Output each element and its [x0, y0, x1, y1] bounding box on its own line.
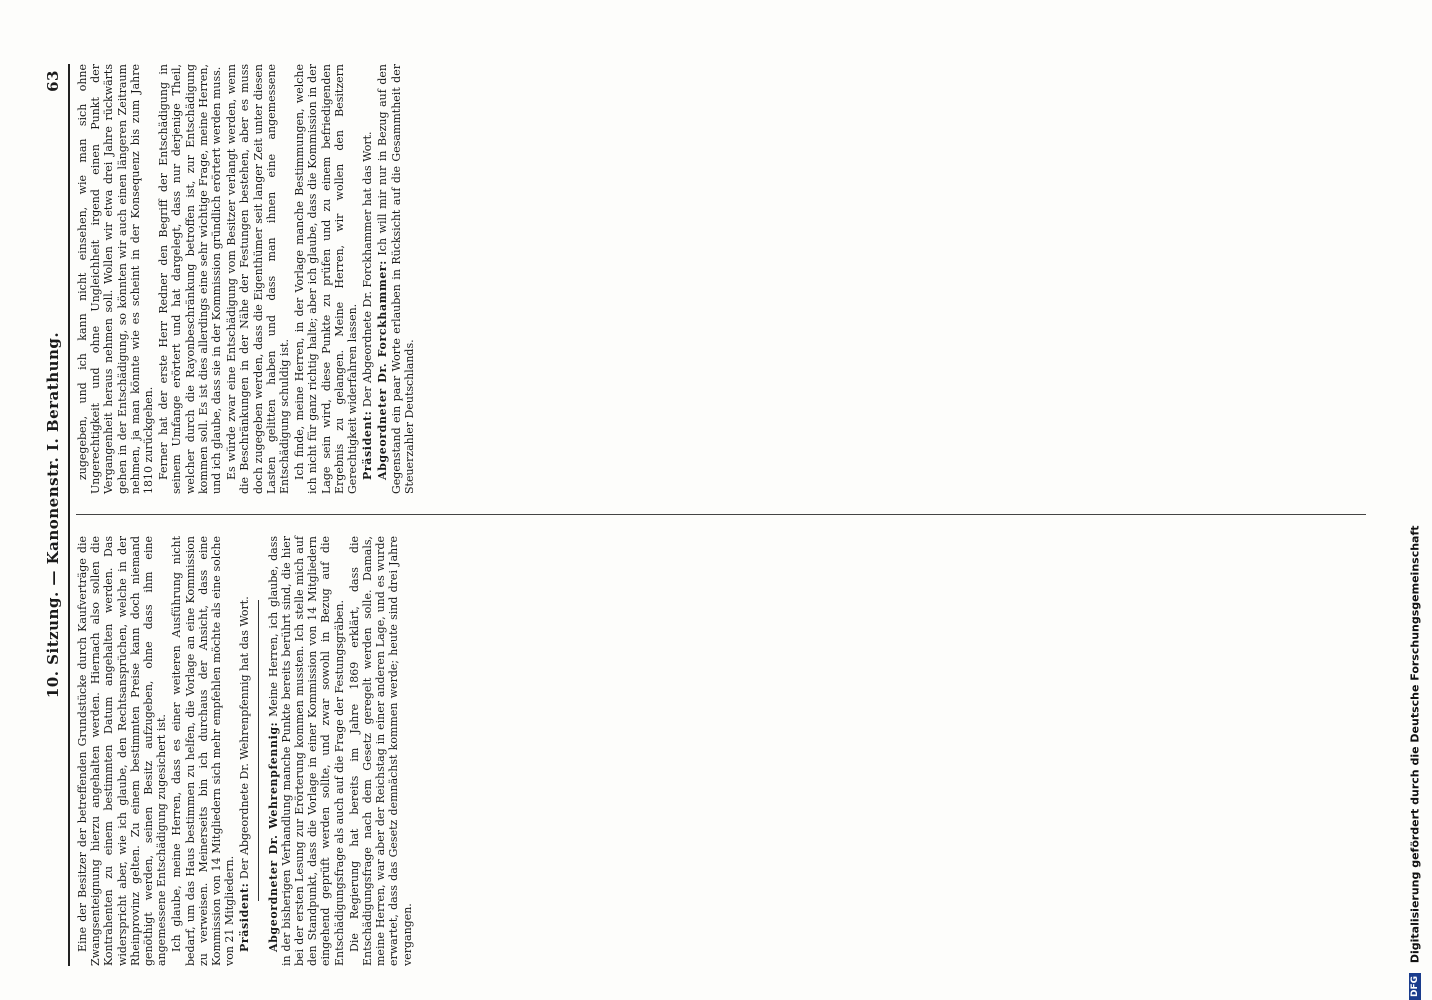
paragraph-text: Es würde zwar eine Entschädigung vom Besitzer verlangt werden, wenn die Beschränkungen in der Nähe der Festungen bestehen, aber es muss doch zugegeben werden, dass die Eigenthümer seit langer Zeit unter diesen Lasten gelitten haben und dass man ihnen eine angemessene Entschädigung schuldig ist. — [225, 64, 292, 494]
rotated-sheet — [40, 50, 1373, 980]
right-column — [76, 64, 418, 494]
speaker-label: Abgeordneter Dr. Forckhammer: — [376, 260, 390, 480]
running-head — [44, 70, 66, 960]
paragraph-text: zugegeben, und ich kann nicht einsehen, wie man sich ohne Ungerechtigkeit und ohne Ungleichheit irgend einen Punkt der Vergangenheit heraus nehmen soll. Wollen wir etwa drei Jahre rückwärts gehen in der Entschädigung, so könnten wir auch einen längeren Zeitraum nehmen, ja man könnte wie es scheint in der Konsequenz bis zum Jahre 1810 zurückgehen. — [76, 64, 156, 494]
paragraph — [76, 64, 155, 494]
speaker-label: Präsident: — [361, 410, 375, 480]
page-number: 63 — [44, 70, 62, 92]
running-head-title: 10. Sitzung. — Kanonenstr. I. Berathung. — [44, 331, 62, 699]
document-page — [40, 50, 1373, 980]
paragraph-text: Ich will mir nur in Bezug auf den Gegenstand ein paar Worte erlauben in Rücksicht auf die Gesammtheit der Steuerzahler Deutschlands. — [376, 63, 416, 494]
digitization-credit — [1408, 0, 1428, 1000]
column-divider — [76, 514, 1366, 515]
paragraph-text: Meine Herren, ich glaube, dass in der bisherigen Verhandlung manche Punkte bereits berührt sind, die hier bei der ersten Lesung zur Erörterung kommen mussten. Ich stelle mich auf den Standpunkt, dass die Vorlage in einer Kommission von 14 Mitgliedern eingehend geprüft werden sollte, und zwar sowohl in Bezug auf die Entschädigungsfrage als auch auf die Frage der Festungsgräben. — [266, 535, 346, 966]
section-divider — [258, 601, 259, 902]
paragraph — [348, 536, 414, 966]
paragraph — [376, 64, 416, 494]
paragraph — [157, 64, 223, 494]
speaker-label: Abgeordneter Dr. Wehrenpfennig: — [266, 721, 280, 952]
paragraph — [76, 536, 168, 966]
paragraph-text: Die Regierung hat bereits im Jahre 1869 erklärt, dass die Entschädigungsfrage nach dem Gesetz geregelt werden solle. Damals, meine Herren, war aber der Reichstag in einer anderen Lage, und es wurde erwartet, dass das Gesetz demnächst kommen werde; heute sind drei Jahre vergangen. — [347, 536, 414, 966]
paragraph-text: Der Abgeordnete Dr. Forckhammer hat das Wort. — [361, 131, 375, 408]
paragraph-text: Ferner hat der erste Herr Redner den Begriff der Entschädigung in seinem Umfange erörtert und hat dargelegt, dass nur derjenige Theil, welcher durch die Rayonbeschränkung betroffen ist, zur Entschädigung kommen soll. Es ist dies allerdings eine sehr wichtige Frage, meine Herren, und ich glaube, dass sie in der Kommission gründlich erörtert werden muss. — [157, 64, 224, 494]
left-column — [76, 536, 416, 966]
speaker-label: Präsident: — [238, 882, 252, 952]
paragraph-text: Der Abgeordnete Dr. Wehrenpfennig hat das Wort. — [238, 596, 252, 880]
paragraph — [170, 536, 236, 966]
header-rule — [68, 64, 70, 966]
paragraph-text: Ich finde, meine Herren, in der Vorlage manche Bestimmungen, welche ich nicht für ganz richtig halte; aber ich glaube, dass die Kommission in der Lage sein wird, diese Punkte zu prüfen und zu einem befriedigenden Ergebnis zu gelangen. Meine Herren, wir wollen den Besitzern Gerechtigkeit widerfahren lassen. — [293, 64, 360, 494]
credit-text: Digitalisierung gefördert durch die Deutsche Forschungsgemeinschaft — [1408, 525, 1422, 964]
paragraph — [267, 536, 346, 966]
paragraph-text: Eine der Besitzer der betreffenden Grundstücke durch Kaufverträge die Zwangsenteignung hierzu angehalten werden. Hiernach also sollen die Kontrahenten zu einem bestimmten Datum angehalten werden. Das widerspricht aber, wie ich glaube, den Rechtsansprüchen, welche in der Rheinprovinz gelten. Zu einem bestimmten Preise kann doch niemand genöthigt werden, seinen Besitz aufzugeben, ohne dass ihm eine angemessene Entschädigung zugesichert ist. — [76, 536, 169, 966]
paragraph — [225, 64, 291, 494]
dfg-logo: DFG — [1409, 973, 1421, 1000]
paragraph — [361, 64, 374, 494]
paragraph — [293, 64, 359, 494]
paragraph — [238, 536, 251, 966]
paragraph-text: Ich glaube, meine Herren, dass es einer weiteren Ausführung nicht bedarf, um das Haus bestimmen zu helfen, die Vorlage an eine Kommission zu verweisen. Meinerseits bin ich durchaus der Ansicht, dass eine Kommission von 14 Mitgliedern sich mehr empfehlen möchte als eine solche von 21 Mitgliedern. — [170, 536, 237, 966]
